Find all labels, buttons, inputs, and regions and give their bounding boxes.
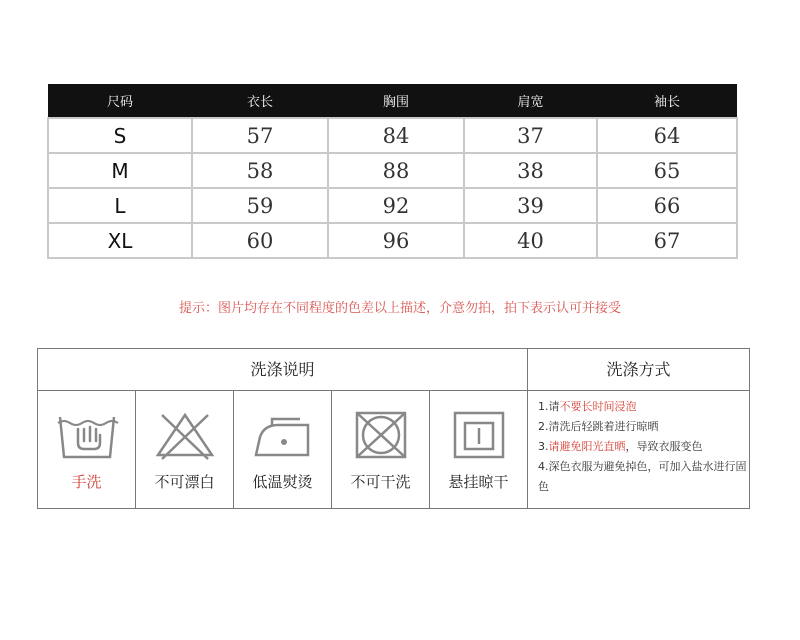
care-label-no-dry-clean: 不可干洗: [350, 473, 411, 491]
instruction-item: [538, 417, 752, 437]
table-row: [48, 118, 737, 153]
header-sleeve: 袖长: [597, 84, 737, 118]
chest-cell: 88: [328, 153, 464, 188]
chest-cell: 96: [328, 223, 464, 258]
size-chart-header-row: [48, 84, 737, 118]
hand-wash-icon: [54, 409, 120, 461]
table-row: [48, 188, 737, 223]
header-shoulder: 肩宽: [464, 84, 597, 118]
care-item-low-iron: [234, 391, 332, 508]
chest-cell: 84: [328, 118, 464, 153]
wash-care-panel: [37, 348, 750, 509]
care-item-hand-wash: [38, 391, 136, 508]
care-label-hang-dry: 悬挂晾干: [448, 473, 509, 491]
hang-dry-icon: [446, 409, 512, 461]
size-cell: XL: [48, 223, 192, 258]
sleeve-cell: 66: [597, 188, 737, 223]
wash-instructions-list: [530, 397, 752, 497]
no-dry-clean-icon: [348, 409, 414, 461]
care-item-hang-dry: [430, 391, 528, 508]
instruction-item: [538, 437, 752, 457]
instruction-text: ，导致衣服变色: [625, 440, 703, 453]
care-label-no-bleach: 不可漂白: [154, 473, 215, 491]
table-row: [48, 153, 737, 188]
instruction-item: [538, 397, 752, 417]
care-item-no-bleach: [136, 391, 234, 508]
color-difference-notice: 提示：图片均存在不同程度的色差以上描述，介意勿拍，拍下表示认可并接受: [178, 301, 621, 316]
care-label-hand-wash: 手洗: [71, 473, 102, 491]
instruction-text: 1.请: [538, 400, 560, 413]
chest-cell: 92: [328, 188, 464, 223]
table-row: [48, 223, 737, 258]
size-cell: M: [48, 153, 192, 188]
care-label-low-iron: 低温熨烫: [252, 473, 313, 491]
header-length: 衣长: [192, 84, 328, 118]
length-cell: 60: [192, 223, 328, 258]
shoulder-cell: 39: [464, 188, 597, 223]
wash-method-heading: 洗涤方式: [528, 349, 749, 391]
shoulder-cell: 40: [464, 223, 597, 258]
instruction-text: 2.清洗后轻跳着进行晾晒: [538, 420, 659, 433]
wash-instructions-heading: 洗涤说明: [38, 349, 528, 391]
header-size: 尺码: [48, 84, 192, 118]
length-cell: 59: [192, 188, 328, 223]
instruction-highlight: 请避免阳光直晒: [548, 440, 626, 453]
sleeve-cell: 65: [597, 153, 737, 188]
header-chest: 胸围: [328, 84, 464, 118]
instruction-text: 4.深色衣服为避免掉色，可加入盐水进行固色: [538, 460, 747, 493]
instruction-item: [538, 457, 752, 497]
no-bleach-icon: [152, 409, 218, 461]
care-item-no-dry-clean: [332, 391, 430, 508]
length-cell: 57: [192, 118, 328, 153]
size-chart-table: [47, 84, 738, 259]
shoulder-cell: 37: [464, 118, 597, 153]
low-iron-icon: [250, 409, 316, 461]
instruction-highlight: 不要长时间浸泡: [559, 400, 637, 413]
size-cell: S: [48, 118, 192, 153]
shoulder-cell: 38: [464, 153, 597, 188]
size-cell: L: [48, 188, 192, 223]
length-cell: 58: [192, 153, 328, 188]
sleeve-cell: 64: [597, 118, 737, 153]
sleeve-cell: 67: [597, 223, 737, 258]
instruction-text: 3.: [538, 440, 549, 453]
